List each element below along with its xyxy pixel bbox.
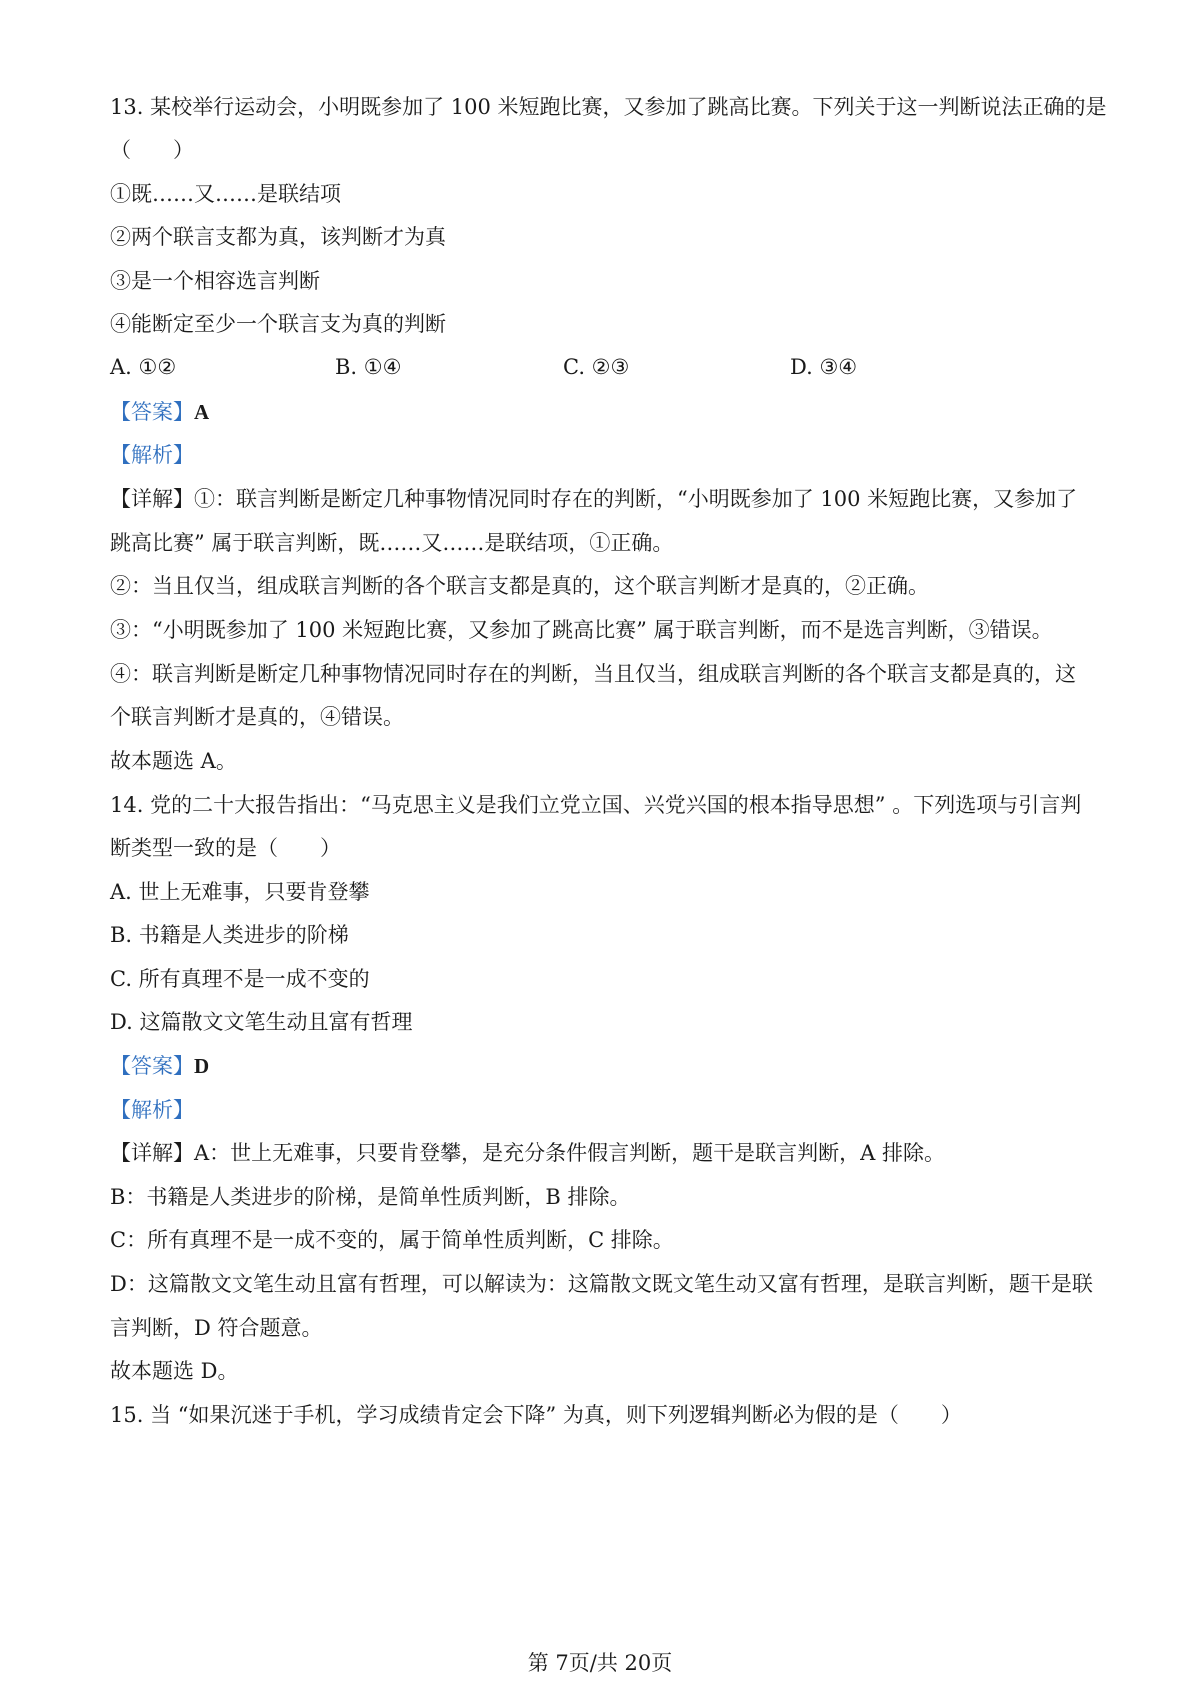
q13-detail-text-1: ①：联言判断是断定几种事物情况同时存在的判断，“小明既参加了 100 米短跑比赛，又参加了 [194,487,1078,511]
q13-item-4: ④能断定至少一个联言支为真的判断 [110,312,446,336]
q15-stem-line1: 15. 当 “如果沉迷于手机，学习成绩肯定会下降” 为真，则下列逻辑判断必为假的是（ ） [110,1403,962,1427]
q13-detail-line2: 跳高比赛” 属于联言判断，既……又……是联结项，①正确。 [110,531,674,555]
q14-option-d: D. 这篇散文文笔生动且富有哲理 [110,1010,413,1034]
q13-item-3: ③是一个相容选言判断 [110,269,320,293]
q13-item-2: ②两个联言支都为真，该判断才为真 [110,225,446,249]
q13-option-a: A. ①② [110,355,177,379]
q14-answer-tag: 【答案】 [110,1054,194,1078]
q14-option-c: C. 所有真理不是一成不变的 [110,967,370,991]
q13-answer-value: A [194,400,210,424]
q13-answer-tag: 【答案】 [110,400,194,424]
q14-detail-line3: C：所有真理不是一成不变的，属于简单性质判断，C 排除。 [110,1228,674,1252]
q13-item-1: ①既……又……是联结项 [110,182,341,206]
q13-option-d: D. ③④ [790,355,858,379]
q13-detail-line5: ④：联言判断是断定几种事物情况同时存在的判断，当且仅当，组成联言判断的各个联言支都是真的，这 [110,662,1076,686]
page-number-footer: 第 7页/共 20页 [527,1651,673,1675]
q14-option-b: B. 书籍是人类进步的阶梯 [110,923,349,947]
q13-conclusion: 故本题选 A。 [110,749,237,773]
q13-analysis-tag: 【解析】 [110,443,194,467]
q13-detail-line4: ③：“小明既参加了 100 米短跑比赛，又参加了跳高比赛” 属于联言判断，而不是选言判断，③错误。 [110,618,1053,642]
q14-detail-tag: 【详解】 [110,1141,194,1165]
q13-answer-row [110,397,209,427]
q14-stem-line2: 断类型一致的是（ ） [110,836,341,860]
q13-stem-line2: （ ） [110,138,194,162]
q14-detail-line4: D：这篇散文文笔生动且富有哲理，可以解读为：这篇散文既文笔生动又富有哲理，是联言判断，题干是联 [110,1272,1093,1296]
q14-detail-line1 [110,1138,945,1168]
q13-detail-line3: ②：当且仅当，组成联言判断的各个联言支都是真的，这个联言判断才是真的，②正确。 [110,574,929,598]
q14-stem-line1: 14. 党的二十大报告指出：“马克思主义是我们立党立国、兴党兴国的根本指导思想” 。下列选项与引言判 [110,793,1082,817]
q14-option-a: A. 世上无难事，只要肯登攀 [110,880,370,904]
q13-detail-line6: 个联言判断才是真的，④错误。 [110,705,404,729]
q14-detail-line5: 言判断，D 符合题意。 [110,1316,323,1340]
q14-analysis-tag: 【解析】 [110,1098,194,1122]
q14-detail-line2: B：书籍是人类进步的阶梯，是简单性质判断，B 排除。 [110,1185,631,1209]
q13-option-c: C. ②③ [563,355,630,379]
q13-option-b: B. ①④ [335,355,402,379]
q14-answer-row [110,1051,209,1081]
q14-answer-value: D [194,1054,210,1078]
q13-stem-line1: 13. 某校举行运动会，小明既参加了 100 米短跑比赛，又参加了跳高比赛。下列关于这一判断说法正确的是 [110,95,1107,119]
q14-conclusion: 故本题选 D。 [110,1359,239,1383]
q13-detail-tag: 【详解】 [110,487,194,511]
q13-detail-line1 [110,484,1077,514]
q14-detail-text-1: A：世上无难事，只要肯登攀，是充分条件假言判断，题干是联言判断，A 排除。 [194,1141,946,1165]
